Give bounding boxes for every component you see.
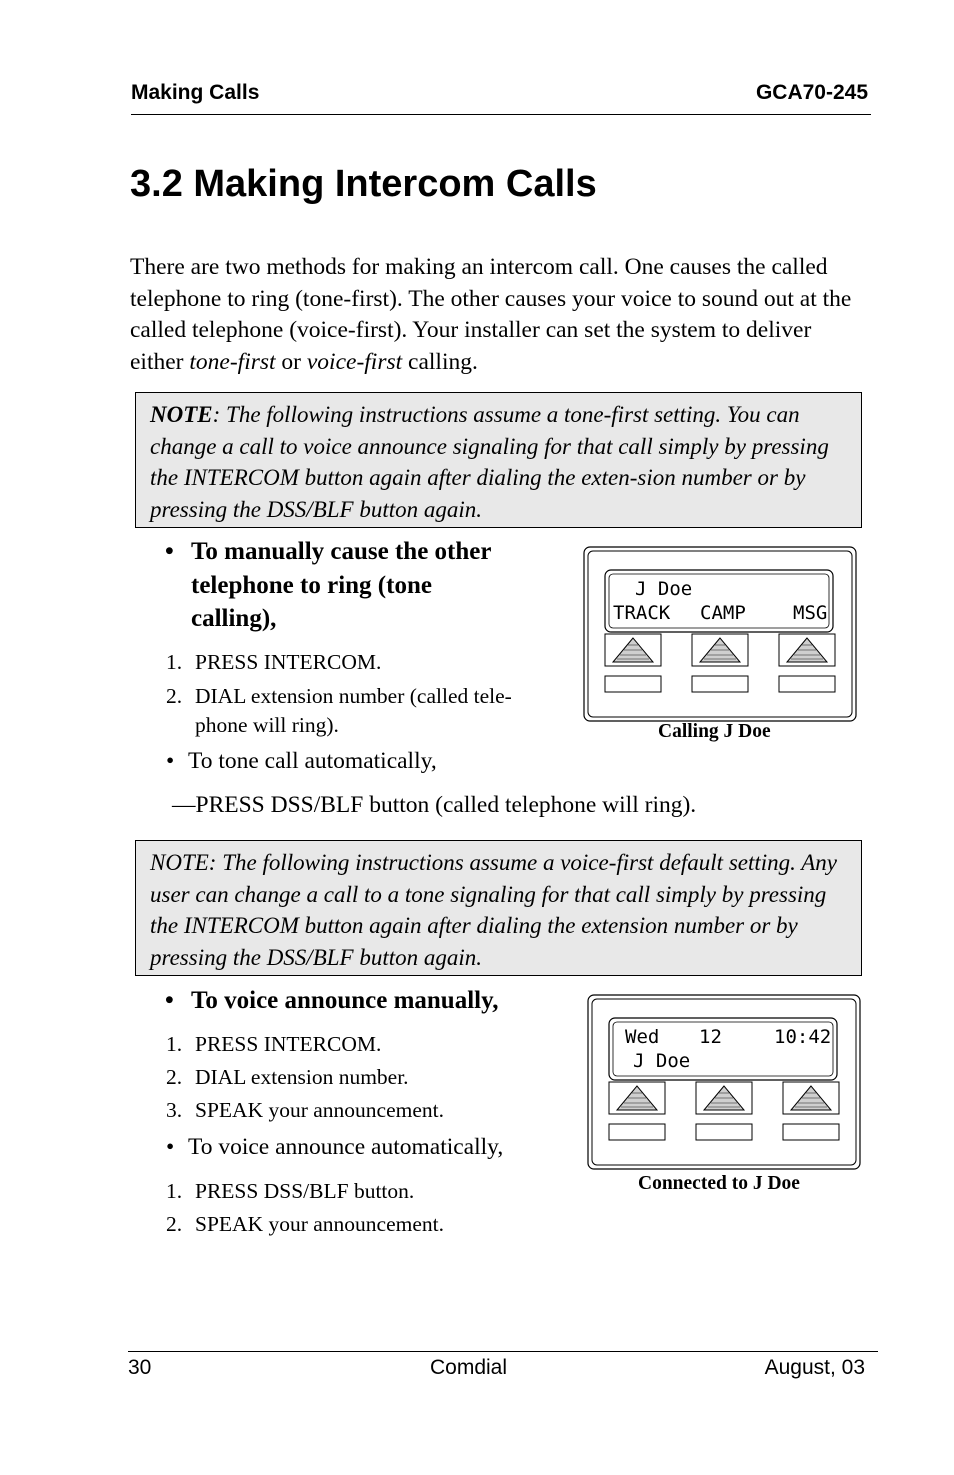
intro-text-c: calling.	[402, 348, 478, 375]
step-number: 1.	[166, 650, 183, 674]
section-title: 3.2 Making Intercom Calls	[130, 163, 597, 205]
voice-heading-text: To voice announce manually,	[191, 987, 499, 1014]
bullet-dot: •	[166, 748, 175, 774]
display-softkey-msg: MSG	[793, 602, 828, 624]
intro-text-b: or	[275, 348, 307, 375]
phone-display-connected-illustration	[587, 994, 861, 1170]
phone-display-calling-illustration	[583, 546, 857, 722]
tone-auto-label: To tone call automatically,	[188, 748, 437, 774]
step-text: DIAL extension number (called tele-	[195, 684, 512, 708]
step-text: SPEAK your announcement.	[195, 1098, 445, 1122]
softkey-button-right	[779, 634, 835, 692]
display-line2-name: J Doe	[633, 1050, 691, 1072]
softkey-button-left	[605, 634, 661, 692]
footer-rule	[128, 1351, 878, 1352]
bullet-dot: •	[165, 538, 174, 565]
note-label: NOTE	[150, 402, 213, 427]
note-box-voice-first: NOTE: The following instructions assume a voice-first default setting. Any user can change a call to a tone signaling for that call simply by pressing the INTERCOM button again after dialing the extension number or by pressing the DSS/BLF button again.	[135, 840, 862, 976]
step-number: 1.	[166, 1179, 183, 1203]
step-text: PRESS DSS/BLF button.	[195, 1179, 415, 1203]
display-line1-name: J Doe	[635, 578, 693, 600]
step-number: 2.	[166, 1065, 183, 1089]
step-number: 3.	[166, 1098, 183, 1122]
note-text: : The following instructions assume a tone-first setting. You can change a call to voice announce signaling for that call simply by pressing the INTERCOM button again after dialing the exten-sion number or by pressing the DSS/BLF button again.	[150, 402, 829, 522]
display-softkey-track: TRACK	[613, 602, 671, 624]
footer-company: Comdial	[430, 1356, 508, 1379]
step-number: 2.	[166, 684, 183, 708]
display-softkey-camp: CAMP	[700, 602, 746, 624]
display-day: Wed	[625, 1026, 660, 1048]
step-number: 1.	[166, 1032, 183, 1056]
running-header-doc-id: GCA70-245	[755, 81, 868, 104]
figure-caption-connected: Connected to J Doe	[638, 1173, 800, 1194]
intro-text-a: There are two methods for making an intercom call. One causes the called telephone to ring (tone-first). The other causes your voice to sound out at the called telephone (voice-first). Your installer can set the system to deliver either	[130, 254, 852, 375]
step-text: PRESS INTERCOM.	[195, 1032, 382, 1056]
tone-heading-line1: To manually cause the other	[191, 538, 492, 565]
softkey-button-right	[783, 1082, 839, 1140]
voice-auto-label: To voice announce automatically,	[188, 1134, 504, 1160]
page-number: 30	[128, 1356, 152, 1379]
tone-heading-line3: calling),	[191, 605, 277, 632]
intro-emphasis-voice-first: voice-first	[306, 348, 403, 375]
footer-date: August, 03	[764, 1356, 865, 1379]
intro-emphasis-tone-first: tone-first	[189, 348, 276, 375]
softkey-button-center	[692, 634, 748, 692]
running-header-section: Making Calls	[131, 81, 260, 104]
display-date: 12	[699, 1026, 722, 1048]
tone-auto-action: —PRESS DSS/BLF button (called telephone will ring).	[172, 792, 697, 818]
step-text: PRESS INTERCOM.	[195, 650, 382, 674]
header-rule	[131, 114, 871, 115]
step-text-continued: phone will ring).	[195, 713, 339, 737]
intro-paragraph	[130, 252, 865, 378]
softkey-button-left	[609, 1082, 665, 1140]
note-box-tone-first	[135, 392, 862, 528]
step-text: DIAL extension number.	[195, 1065, 409, 1089]
bullet-dot: •	[165, 987, 174, 1014]
tone-heading-line2: telephone to ring (tone	[191, 572, 432, 599]
step-number: 2.	[166, 1212, 183, 1236]
display-time: 10:42	[774, 1026, 832, 1048]
figure-caption-calling: Calling J Doe	[658, 721, 771, 742]
bullet-dot: •	[166, 1134, 175, 1160]
softkey-button-center	[696, 1082, 752, 1140]
step-text: SPEAK your announcement.	[195, 1212, 445, 1236]
